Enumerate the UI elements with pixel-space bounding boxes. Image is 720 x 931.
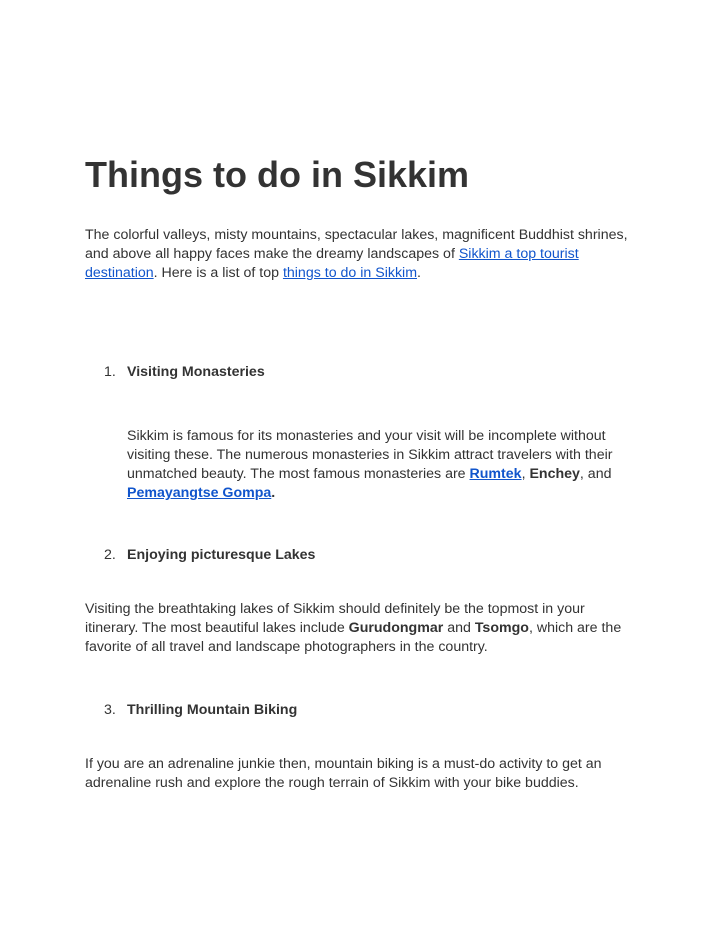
intro-line-3 [85, 264, 421, 283]
lakes-text: itinerary. The most beautiful lakes include [85, 620, 349, 636]
lakes-line-1: Visiting the breathtaking lakes of Sikkim should definitely be the topmost in your [85, 601, 585, 617]
list-number: 2. [104, 547, 116, 563]
pemayangtse-gompa-link[interactable]: Pemayangtse Gompa [127, 485, 272, 501]
monasteries-line-3 [127, 465, 611, 484]
lakes-text: , which are the [528, 620, 622, 636]
list-heading-lakes: Enjoying picturesque Lakes [127, 547, 316, 563]
enchey-text: Enchey [529, 466, 580, 482]
intro-text: and above all happy faces make the dreamy landscapes of [85, 246, 459, 262]
monasteries-period: . [271, 485, 276, 501]
monasteries-line-4 [127, 484, 275, 503]
intro-line-2 [85, 245, 579, 264]
monasteries-text: unmatched beauty. The most famous monasteries are [127, 466, 470, 482]
list-heading-biking: Thrilling Mountain Biking [127, 702, 298, 718]
biking-line-1: If you are an adrenaline junkie then, mountain biking is a must-do activity to get an [85, 756, 602, 772]
lakes-line-2 [85, 619, 621, 638]
lakes-text: and [443, 620, 475, 636]
things-to-do-link[interactable]: things to do in Sikkim [282, 265, 418, 281]
sikkim-tourist-destination-link-cont[interactable]: destination [85, 265, 154, 281]
monasteries-line-1: Sikkim is famous for its monasteries and your visit will be incomplete without [127, 428, 606, 444]
list-number: 1. [104, 364, 116, 380]
monasteries-text: , and [579, 466, 612, 482]
biking-line-2: adrenaline rush and explore the rough terrain of Sikkim with your bike buddies. [85, 775, 579, 791]
monasteries-line-2: visiting these. The numerous monasteries in Sikkim attract travelers with their [127, 447, 613, 463]
intro-text: . Here is a list of top [153, 265, 283, 281]
tsomgo-text: Tsomgo [474, 620, 529, 636]
list-heading-monasteries: Visiting Monasteries [127, 364, 265, 380]
rumtek-link[interactable]: Rumtek [469, 466, 522, 482]
monasteries-text: , [521, 466, 530, 482]
lakes-line-3: favorite of all travel and landscape photographers in the country. [85, 639, 488, 655]
intro-line-1: The colorful valleys, misty mountains, spectacular lakes, magnificent Buddhist shrines, [85, 227, 628, 243]
gurudongmar-text: Gurudongmar [348, 620, 444, 636]
list-number: 3. [104, 702, 116, 718]
intro-text: . [417, 265, 421, 281]
page-title: Things to do in Sikkim [85, 154, 470, 195]
sikkim-tourist-destination-link[interactable]: Sikkim a top tourist [458, 246, 579, 262]
